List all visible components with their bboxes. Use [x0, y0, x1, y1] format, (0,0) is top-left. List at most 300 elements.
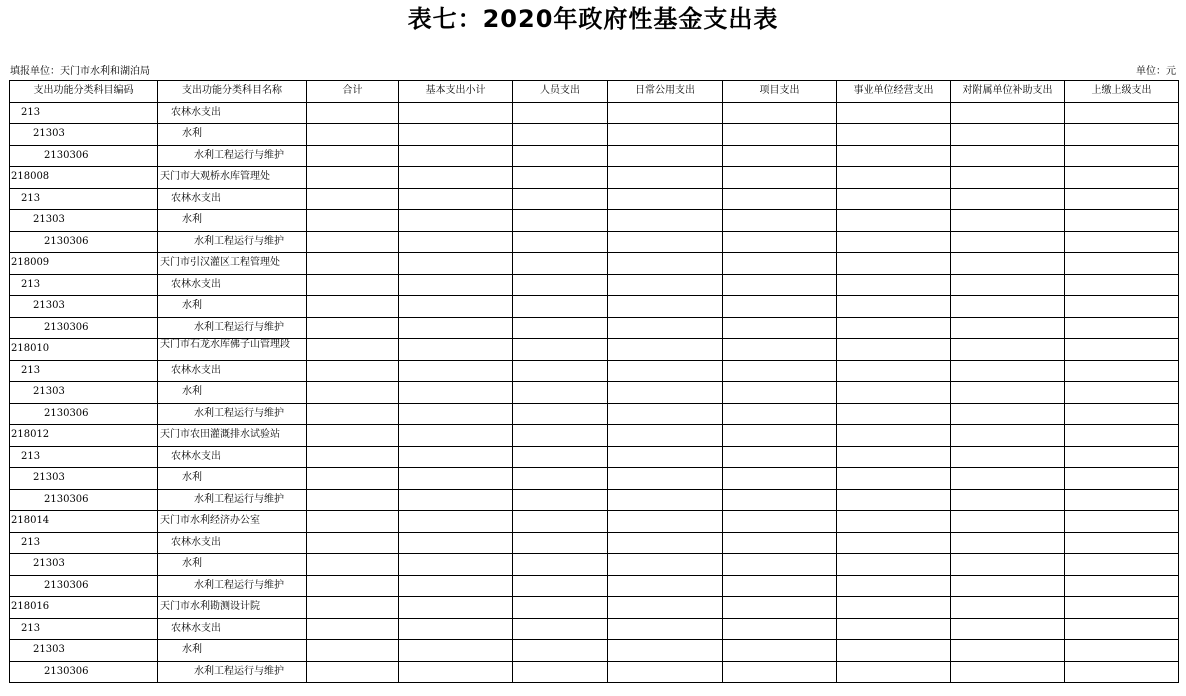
amount-cell	[1065, 231, 1179, 253]
amount-cell	[399, 253, 513, 275]
column-header: 事业单位经营支出	[837, 81, 951, 103]
row-code-cell: 2130306	[10, 661, 158, 683]
amount-cell	[1065, 253, 1179, 275]
row-code-cell: 21303	[10, 554, 158, 576]
amount-cell	[837, 317, 951, 339]
amount-cell	[951, 167, 1065, 189]
amount-cell	[1065, 575, 1179, 597]
amount-cell	[723, 661, 837, 683]
row-code-cell: 21303	[10, 124, 158, 146]
amount-cell	[951, 425, 1065, 447]
amount-cell	[1065, 145, 1179, 167]
table-row	[10, 446, 1179, 468]
amount-cell	[608, 296, 723, 318]
amount-cell	[951, 296, 1065, 318]
amount-cell	[399, 360, 513, 382]
row-code-cell: 218009	[10, 253, 158, 275]
row-code-cell: 2130306	[10, 575, 158, 597]
row-code-cell: 2130306	[10, 145, 158, 167]
amount-cell	[399, 274, 513, 296]
table-row	[10, 253, 1179, 275]
row-name-cell: 农林水支出	[158, 532, 307, 554]
row-code-cell: 2130306	[10, 317, 158, 339]
table-row	[10, 339, 1179, 361]
amount-cell	[513, 554, 608, 576]
amount-cell	[608, 511, 723, 533]
amount-cell	[1065, 188, 1179, 210]
amount-cell	[837, 640, 951, 662]
amount-cell	[837, 575, 951, 597]
row-name-cell: 农林水支出	[158, 102, 307, 124]
amount-cell	[951, 446, 1065, 468]
amount-cell	[1065, 468, 1179, 490]
amount-cell	[837, 425, 951, 447]
amount-cell	[513, 339, 608, 361]
amount-cell	[608, 597, 723, 619]
amount-cell	[1065, 618, 1179, 640]
amount-cell	[723, 145, 837, 167]
table-row	[10, 640, 1179, 662]
table-body	[10, 102, 1179, 683]
amount-cell	[307, 339, 399, 361]
amount-cell	[951, 468, 1065, 490]
amount-cell	[951, 382, 1065, 404]
header-row	[10, 81, 1179, 103]
amount-cell	[1065, 489, 1179, 511]
amount-cell	[1065, 597, 1179, 619]
amount-cell	[307, 231, 399, 253]
row-name-cell: 水利工程运行与维护	[158, 489, 307, 511]
amount-cell	[1065, 317, 1179, 339]
amount-cell	[837, 618, 951, 640]
amount-cell	[307, 253, 399, 275]
amount-cell	[1065, 446, 1179, 468]
amount-cell	[951, 597, 1065, 619]
row-code-cell: 218008	[10, 167, 158, 189]
amount-cell	[307, 511, 399, 533]
amount-cell	[1065, 124, 1179, 146]
amount-cell	[951, 253, 1065, 275]
amount-cell	[608, 661, 723, 683]
amount-cell	[723, 425, 837, 447]
table-row	[10, 532, 1179, 554]
amount-cell	[307, 403, 399, 425]
amount-cell	[951, 511, 1065, 533]
row-code-cell: 218016	[10, 597, 158, 619]
row-name-cell: 水利工程运行与维护	[158, 317, 307, 339]
amount-cell	[608, 102, 723, 124]
amount-cell	[513, 102, 608, 124]
amount-cell	[307, 640, 399, 662]
row-code-cell: 213	[10, 102, 158, 124]
row-code-cell: 213	[10, 360, 158, 382]
row-code-cell: 213	[10, 188, 158, 210]
amount-cell	[513, 532, 608, 554]
amount-cell	[608, 339, 723, 361]
amount-cell	[513, 253, 608, 275]
row-name-cell: 水利工程运行与维护	[158, 575, 307, 597]
amount-cell	[399, 188, 513, 210]
row-name-cell: 天门市水利勘测设计院	[158, 597, 307, 619]
amount-cell	[837, 554, 951, 576]
money-unit-label: 单位：元	[1136, 66, 1176, 77]
amount-cell	[307, 210, 399, 232]
amount-cell	[723, 382, 837, 404]
table-row	[10, 575, 1179, 597]
amount-cell	[307, 489, 399, 511]
amount-cell	[399, 339, 513, 361]
table-row	[10, 167, 1179, 189]
amount-cell	[513, 640, 608, 662]
amount-cell	[837, 382, 951, 404]
amount-cell	[837, 661, 951, 683]
amount-cell	[513, 360, 608, 382]
amount-cell	[513, 382, 608, 404]
amount-cell	[837, 532, 951, 554]
amount-cell	[608, 360, 723, 382]
table-row	[10, 597, 1179, 619]
amount-cell	[307, 554, 399, 576]
amount-cell	[951, 102, 1065, 124]
row-code-cell: 213	[10, 532, 158, 554]
amount-cell	[307, 661, 399, 683]
amount-cell	[723, 296, 837, 318]
amount-cell	[399, 532, 513, 554]
amount-cell	[723, 317, 837, 339]
amount-cell	[399, 403, 513, 425]
row-name-cell: 天门市引汉灌区工程管理处	[158, 253, 307, 275]
amount-cell	[723, 575, 837, 597]
amount-cell	[1065, 640, 1179, 662]
amount-cell	[307, 296, 399, 318]
amount-cell	[1065, 210, 1179, 232]
table-row	[10, 382, 1179, 404]
amount-cell	[608, 446, 723, 468]
amount-cell	[723, 360, 837, 382]
amount-cell	[837, 597, 951, 619]
amount-cell	[608, 382, 723, 404]
amount-cell	[723, 124, 837, 146]
amount-cell	[608, 468, 723, 490]
table-row	[10, 274, 1179, 296]
amount-cell	[723, 554, 837, 576]
amount-cell	[608, 145, 723, 167]
row-name-cell: 天门市大观桥水库管理处	[158, 167, 307, 189]
amount-cell	[837, 468, 951, 490]
amount-cell	[951, 339, 1065, 361]
table-row	[10, 403, 1179, 425]
amount-cell	[723, 102, 837, 124]
amount-cell	[513, 618, 608, 640]
amount-cell	[608, 317, 723, 339]
amount-cell	[608, 167, 723, 189]
table-row	[10, 618, 1179, 640]
amount-cell	[608, 640, 723, 662]
amount-cell	[951, 317, 1065, 339]
amount-cell	[723, 468, 837, 490]
row-code-cell: 2130306	[10, 231, 158, 253]
amount-cell	[399, 145, 513, 167]
amount-cell	[723, 511, 837, 533]
table-row	[10, 296, 1179, 318]
amount-cell	[399, 231, 513, 253]
page-title: 表七：2020年政府性基金支出表	[407, 5, 779, 33]
amount-cell	[399, 468, 513, 490]
table-row	[10, 425, 1179, 447]
amount-cell	[1065, 360, 1179, 382]
amount-cell	[723, 618, 837, 640]
amount-cell	[307, 425, 399, 447]
amount-cell	[399, 382, 513, 404]
column-header: 对附属单位补助支出	[951, 81, 1065, 103]
amount-cell	[513, 145, 608, 167]
table-row	[10, 489, 1179, 511]
amount-cell	[837, 339, 951, 361]
amount-cell	[513, 188, 608, 210]
amount-cell	[307, 575, 399, 597]
amount-cell	[399, 618, 513, 640]
amount-cell	[951, 640, 1065, 662]
table-row	[10, 231, 1179, 253]
row-code-cell: 213	[10, 618, 158, 640]
amount-cell	[608, 210, 723, 232]
row-name-cell: 农林水支出	[158, 360, 307, 382]
amount-cell	[608, 489, 723, 511]
amount-cell	[307, 102, 399, 124]
amount-cell	[513, 296, 608, 318]
amount-cell	[951, 124, 1065, 146]
amount-cell	[513, 446, 608, 468]
amount-cell	[513, 661, 608, 683]
row-name-cell: 天门市农田灌溉排水试验站	[158, 425, 307, 447]
amount-cell	[608, 618, 723, 640]
column-header: 项目支出	[723, 81, 837, 103]
amount-cell	[307, 532, 399, 554]
amount-cell	[1065, 167, 1179, 189]
amount-cell	[399, 317, 513, 339]
row-name-cell: 水利	[158, 554, 307, 576]
amount-cell	[307, 618, 399, 640]
amount-cell	[951, 661, 1065, 683]
row-code-cell: 21303	[10, 296, 158, 318]
amount-cell	[608, 575, 723, 597]
row-code-cell: 21303	[10, 640, 158, 662]
amount-cell	[837, 360, 951, 382]
table-row	[10, 102, 1179, 124]
row-code-cell: 21303	[10, 468, 158, 490]
row-code-cell: 218010	[10, 339, 158, 361]
amount-cell	[307, 124, 399, 146]
amount-cell	[307, 188, 399, 210]
row-name-cell: 农林水支出	[158, 446, 307, 468]
amount-cell	[1065, 511, 1179, 533]
row-code-cell: 218014	[10, 511, 158, 533]
row-name-cell: 水利	[158, 296, 307, 318]
amount-cell	[513, 317, 608, 339]
row-name-cell: 天门市石龙水库佛子山管理段	[158, 339, 307, 361]
amount-cell	[399, 511, 513, 533]
row-code-cell: 2130306	[10, 489, 158, 511]
amount-cell	[307, 382, 399, 404]
amount-cell	[307, 145, 399, 167]
amount-cell	[307, 468, 399, 490]
row-name-cell: 水利	[158, 210, 307, 232]
row-code-cell: 218012	[10, 425, 158, 447]
amount-cell	[608, 124, 723, 146]
amount-cell	[307, 317, 399, 339]
amount-cell	[399, 296, 513, 318]
amount-cell	[1065, 296, 1179, 318]
amount-cell	[837, 102, 951, 124]
amount-cell	[951, 188, 1065, 210]
amount-cell	[1065, 382, 1179, 404]
amount-cell	[837, 145, 951, 167]
amount-cell	[723, 274, 837, 296]
amount-cell	[723, 210, 837, 232]
table-row	[10, 468, 1179, 490]
amount-cell	[399, 575, 513, 597]
expenditure-table	[9, 80, 1179, 683]
amount-cell	[951, 618, 1065, 640]
row-code-cell: 213	[10, 446, 158, 468]
amount-cell	[608, 188, 723, 210]
amount-cell	[1065, 425, 1179, 447]
amount-cell	[513, 167, 608, 189]
amount-cell	[307, 274, 399, 296]
amount-cell	[951, 575, 1065, 597]
table-row	[10, 210, 1179, 232]
row-code-cell: 21303	[10, 210, 158, 232]
amount-cell	[837, 167, 951, 189]
amount-cell	[513, 403, 608, 425]
amount-cell	[513, 425, 608, 447]
amount-cell	[1065, 339, 1179, 361]
amount-cell	[951, 360, 1065, 382]
amount-cell	[837, 296, 951, 318]
amount-cell	[1065, 274, 1179, 296]
fill-unit-label: 填报单位：天门市水利和湖泊局	[10, 66, 150, 77]
amount-cell	[399, 661, 513, 683]
amount-cell	[951, 145, 1065, 167]
row-code-cell: 21303	[10, 382, 158, 404]
amount-cell	[951, 274, 1065, 296]
amount-cell	[608, 274, 723, 296]
amount-cell	[837, 446, 951, 468]
amount-cell	[951, 532, 1065, 554]
amount-cell	[837, 188, 951, 210]
amount-cell	[951, 403, 1065, 425]
amount-cell	[723, 253, 837, 275]
column-header: 支出功能分类科目名称	[158, 81, 307, 103]
amount-cell	[723, 167, 837, 189]
amount-cell	[723, 640, 837, 662]
amount-cell	[608, 532, 723, 554]
table-row	[10, 124, 1179, 146]
amount-cell	[837, 253, 951, 275]
amount-cell	[399, 167, 513, 189]
amount-cell	[399, 425, 513, 447]
row-code-cell: 213	[10, 274, 158, 296]
amount-cell	[399, 210, 513, 232]
amount-cell	[307, 446, 399, 468]
column-header: 上缴上级支出	[1065, 81, 1179, 103]
amount-cell	[307, 360, 399, 382]
amount-cell	[608, 554, 723, 576]
amount-cell	[1065, 661, 1179, 683]
amount-cell	[513, 575, 608, 597]
amount-cell	[723, 339, 837, 361]
row-name-cell: 水利	[158, 468, 307, 490]
table-row	[10, 145, 1179, 167]
amount-cell	[513, 231, 608, 253]
column-header: 支出功能分类科目编码	[10, 81, 158, 103]
table-row	[10, 511, 1179, 533]
amount-cell	[723, 403, 837, 425]
row-name-cell: 水利工程运行与维护	[158, 145, 307, 167]
table-row	[10, 188, 1179, 210]
amount-cell	[513, 124, 608, 146]
amount-cell	[837, 231, 951, 253]
amount-cell	[837, 403, 951, 425]
amount-cell	[1065, 403, 1179, 425]
amount-cell	[1065, 102, 1179, 124]
amount-cell	[723, 188, 837, 210]
row-name-cell: 水利工程运行与维护	[158, 231, 307, 253]
amount-cell	[608, 253, 723, 275]
amount-cell	[399, 489, 513, 511]
amount-cell	[723, 532, 837, 554]
column-header: 人员支出	[513, 81, 608, 103]
amount-cell	[951, 489, 1065, 511]
amount-cell	[399, 554, 513, 576]
amount-cell	[837, 210, 951, 232]
amount-cell	[723, 489, 837, 511]
row-name-cell: 水利	[158, 382, 307, 404]
row-name-cell: 水利	[158, 124, 307, 146]
table-row	[10, 554, 1179, 576]
row-name-cell: 水利	[158, 640, 307, 662]
amount-cell	[951, 554, 1065, 576]
column-header: 基本支出小计	[399, 81, 513, 103]
amount-cell	[513, 274, 608, 296]
amount-cell	[1065, 532, 1179, 554]
row-name-cell: 农林水支出	[158, 274, 307, 296]
table-row	[10, 661, 1179, 683]
row-name-cell: 水利工程运行与维护	[158, 661, 307, 683]
row-name-cell: 天门市水利经济办公室	[158, 511, 307, 533]
amount-cell	[399, 124, 513, 146]
amount-cell	[608, 425, 723, 447]
row-name-cell: 水利工程运行与维护	[158, 403, 307, 425]
amount-cell	[513, 489, 608, 511]
amount-cell	[723, 597, 837, 619]
table-row	[10, 360, 1179, 382]
amount-cell	[399, 640, 513, 662]
amount-cell	[399, 597, 513, 619]
amount-cell	[1065, 554, 1179, 576]
amount-cell	[723, 446, 837, 468]
amount-cell	[608, 403, 723, 425]
amount-cell	[513, 468, 608, 490]
amount-cell	[513, 597, 608, 619]
amount-cell	[513, 210, 608, 232]
amount-cell	[951, 210, 1065, 232]
amount-cell	[608, 231, 723, 253]
amount-cell	[307, 597, 399, 619]
amount-cell	[837, 274, 951, 296]
amount-cell	[837, 511, 951, 533]
amount-cell	[399, 102, 513, 124]
